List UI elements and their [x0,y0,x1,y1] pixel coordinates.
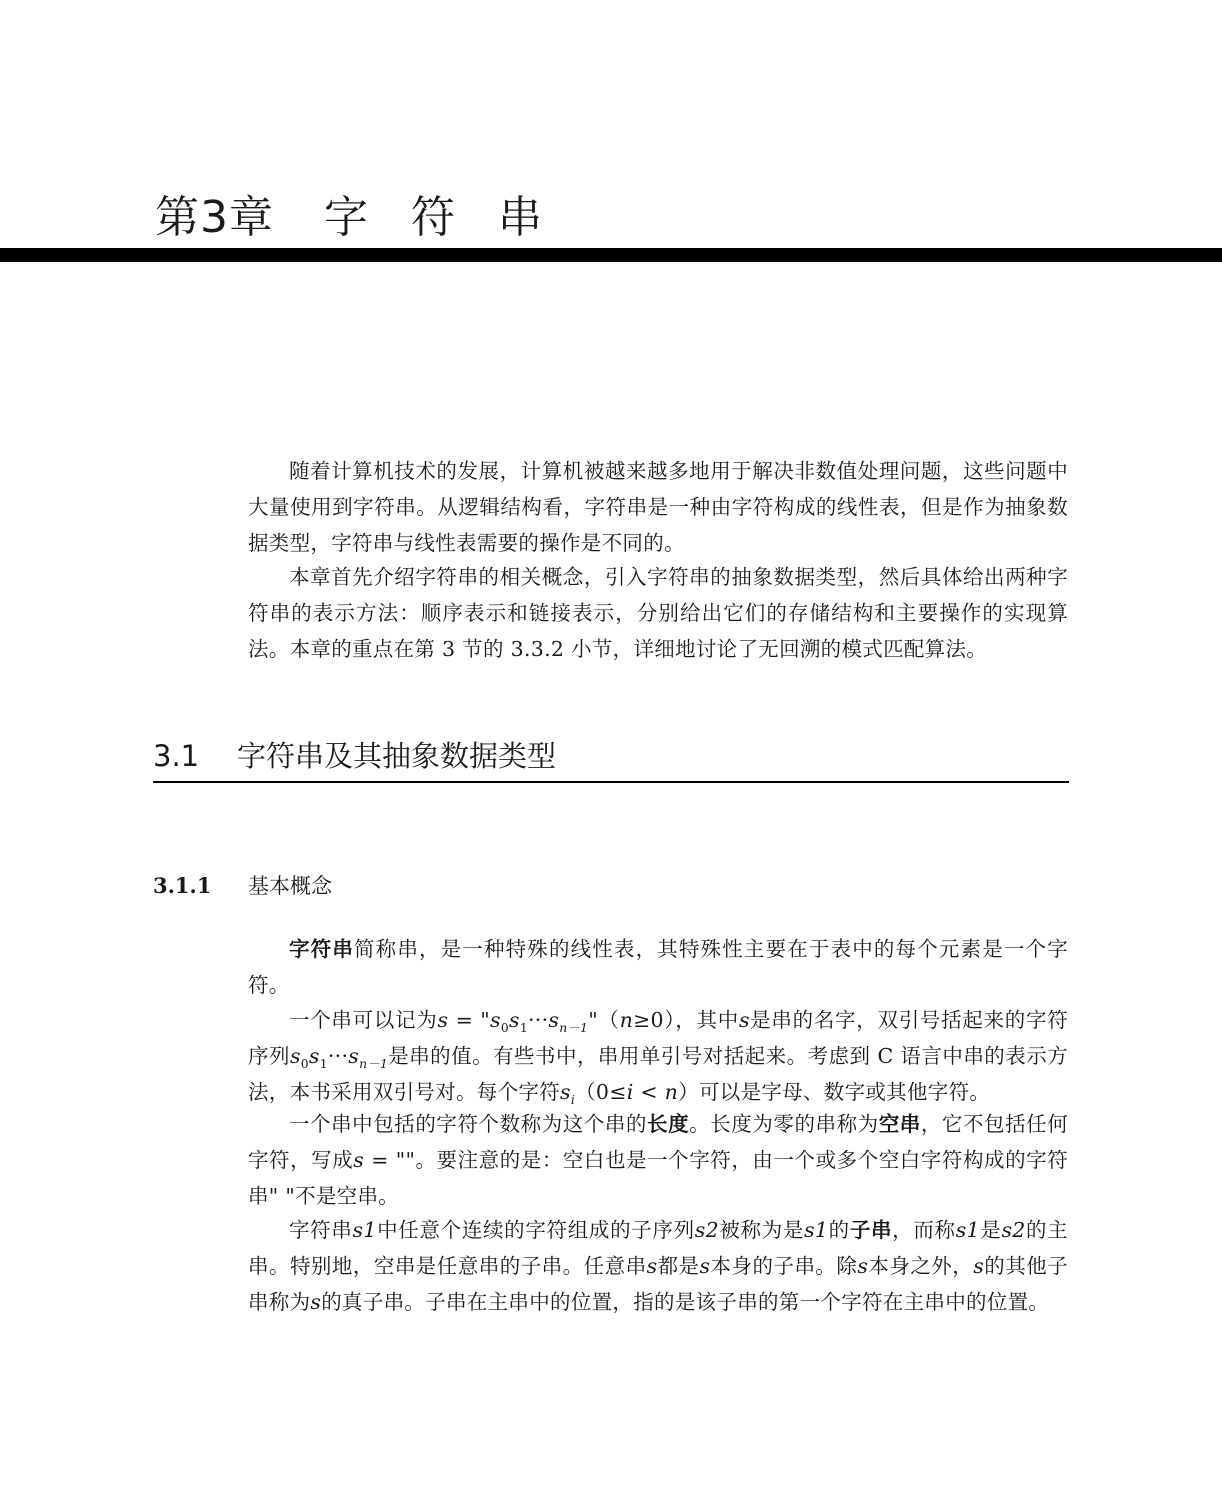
math-var: s [437,1008,449,1032]
text-run: 。长度为零的串称为 [689,1112,879,1136]
math-var: s [310,1289,322,1314]
text-run: 是串的名字，双引号括起来的字符序列 [248,1008,1069,1068]
text-run: 的 [828,1218,850,1242]
text-run: 都是 [657,1253,700,1278]
math-var: s [509,1008,520,1032]
text-run: 被称为是 [718,1218,805,1242]
text-run: 本身之外， [868,1253,974,1278]
math-var: s2 [1001,1218,1026,1242]
section-number: 3.1 [153,739,200,773]
math-var: s [308,1043,320,1068]
math-var: s [560,1079,571,1104]
math-var: s [973,1253,985,1278]
subsection-heading [153,869,332,903]
text-run: ，而称 [892,1218,956,1242]
text-run: ，它不包括任何字符，写成 [248,1112,1068,1172]
text-run: （0≤ [575,1079,627,1104]
section-heading [153,736,556,776]
math-subscript: n－1 [359,1056,389,1071]
section-title: 字符串及其抽象数据类型 [237,739,557,773]
math-var: s2 [694,1218,719,1242]
keyword-substring: 子串 [849,1218,893,1242]
math-var: n [664,1079,679,1104]
intro-paragraph-2: 本章首先介绍字符串的相关概念，引入字符串的抽象数据类型，然后具体给出两种字符串的表示方法：顺序表示和链接表示，分别给出它们的存储结构和主要操作的实现算法。本章的重点在第 3 节的 3.3.2 小节，详细地讨论了无回溯的模式匹配算法。 [248,565,1068,661]
text-run: 的真子串。子串在主串中的位置，指的是该子串的第一个字符在主串中的位置。 [321,1289,1050,1314]
keyword-string: 字符串 [289,937,354,961]
math-var: s1 [955,1218,980,1242]
math-subscript: n－1 [559,1021,589,1036]
text-run: 一个串可以记为 [289,1008,438,1032]
keyword-empty-string: 空串 [878,1112,921,1136]
math-var: s [490,1008,501,1032]
text-run: < [633,1079,665,1104]
notation-paragraph [248,1003,1068,1110]
math-subscript: 0 [500,1021,509,1036]
math-var: s [646,1253,658,1278]
text-run: ··· [327,1043,349,1068]
text-run: ）可以是字母、数字或其他字符。 [678,1079,991,1104]
text-run: = ""。要注意的是：空白也是一个字符，由一个或多个空白字符构成的字符串" "不是空串。 [248,1147,1068,1208]
length-paragraph [248,1107,1068,1214]
text-run: "（ [588,1008,620,1032]
text-run: 是 [979,1218,1002,1242]
math-var: i [626,1079,634,1104]
section-rule [153,781,1069,783]
math-var: s1 [352,1218,377,1242]
math-var: n [619,1008,634,1032]
math-var: s [289,1043,301,1068]
text-run: 的其他子串称为 [248,1253,1068,1314]
math-subscript: i [570,1092,576,1107]
chapter-rule [0,248,1222,262]
text-run: ≥0），其中 [633,1008,739,1032]
chapter-title-char: 字 [324,192,369,243]
chapter-title [155,190,585,246]
text-run: 一个串中包括的字符个数称为这个串的 [289,1112,648,1136]
chapter-title-char: 符 [411,192,456,243]
text-run: 字符串 [289,1218,353,1242]
chapter-title-char: 串 [498,192,543,243]
substring-paragraph [248,1213,1068,1320]
chapter-number: 第3章 [155,192,274,243]
text-run: 本身的子串。除 [710,1253,858,1278]
math-subscript: 1 [319,1056,328,1071]
math-var: s [548,1008,560,1032]
definition-paragraph [248,932,1068,1004]
math-var: s [857,1253,869,1278]
text-run: 是串的值。有些书中，串用单引号对括起来。考虑到 C 语言中串的表示方法，本书采用双引号对。每个字符 [248,1043,1068,1104]
math-subscript: 0 [300,1056,309,1071]
text-run: 的主串。特别地，空串是任意串的子串。任意串 [248,1218,1068,1278]
math-var: s [738,1008,750,1032]
math-var: s [353,1147,365,1172]
subsection-title: 基本概念 [248,874,332,898]
intro-paragraph-1: 随着计算机技术的发展，计算机被越来越多地用于解决非数值处理问题，这些问题中大量使用到字符串。从逻辑结构看，字符串是一种由字符构成的线性表，但是作为抽象数据类型，字符串与线性表需要的操作是不同的。 [248,459,1068,555]
text-run: = " [448,1008,491,1032]
definition-text: 简称串，是一种特殊的线性表，其特殊性主要在于表中的每个元素是一个字符。 [248,937,1068,997]
keyword-length: 长度 [647,1112,690,1136]
math-var: s [348,1043,360,1068]
subsection-number: 3.1.1 [153,873,212,898]
math-var: s [699,1253,711,1278]
math-subscript: 1 [519,1021,528,1036]
text-run: ··· [527,1008,549,1032]
math-var: s1 [804,1218,829,1242]
text-run: 中任意个连续的字符组成的子序列 [376,1218,695,1242]
